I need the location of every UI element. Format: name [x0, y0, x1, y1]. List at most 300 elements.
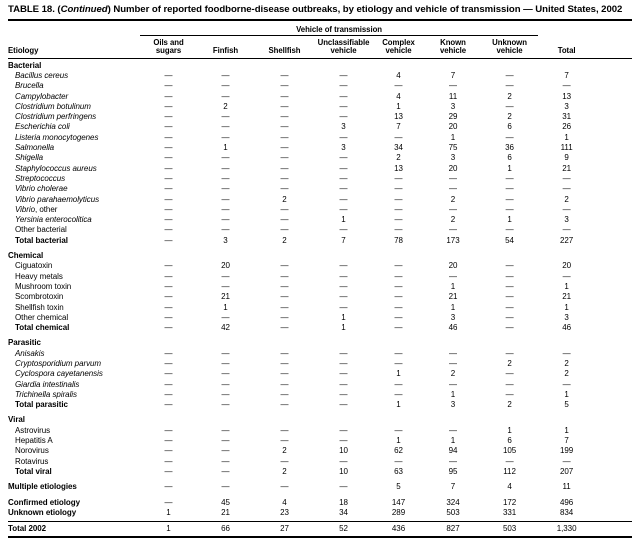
- value-cell: —: [394, 173, 403, 183]
- etiology-label: Mushroom toxin: [15, 281, 72, 291]
- value-cell: —: [280, 389, 289, 399]
- value-cell: —: [164, 425, 173, 435]
- column-header-finfish: Finfish: [197, 35, 254, 58]
- etiology-cell: [8, 390, 140, 400]
- value-cell: —: [221, 122, 230, 132]
- value-cell: 46: [562, 323, 571, 333]
- value-cell: 1: [507, 215, 512, 225]
- value-cell: —: [449, 225, 457, 235]
- value-cell: —: [221, 379, 230, 389]
- etiology-cell: [8, 81, 140, 91]
- value-cell: 10: [339, 446, 348, 456]
- value-cell: 11: [562, 482, 571, 492]
- table-row: [8, 349, 632, 359]
- value-cell: —: [164, 482, 173, 492]
- value-cell: —: [505, 204, 514, 214]
- etiology-cell: [8, 71, 140, 81]
- value-cell: —: [221, 456, 230, 466]
- value-cell: —: [164, 261, 173, 271]
- table-row: [8, 261, 632, 271]
- value-cell: 3: [341, 143, 346, 153]
- etiology-label: Campylobacter: [15, 91, 69, 101]
- etiology-label: Streptococcus: [15, 173, 66, 183]
- value-cell: —: [164, 456, 173, 466]
- row-end-spacer: [595, 359, 632, 369]
- etiology-label: Heavy metals: [15, 271, 63, 281]
- value-cell: —: [221, 446, 230, 456]
- table-title-suffix: ) Number of reported foodborne-disease outbreaks, by etiology and vehicle of transmission — United States, 2002: [107, 4, 623, 15]
- etiology-label: Staphylococcus aureus: [15, 163, 97, 173]
- etiology-cell: [8, 236, 140, 246]
- value-cell: 1: [341, 215, 346, 225]
- etiology-cell: [8, 164, 140, 174]
- row-end-spacer: [595, 508, 632, 518]
- etiology-cell: [8, 153, 140, 163]
- value-cell: —: [280, 225, 289, 235]
- value-cell: 3: [450, 153, 456, 163]
- value-cell: 94: [448, 446, 458, 456]
- value-cell: —: [164, 112, 173, 122]
- row-end-spacer: [595, 92, 632, 102]
- value-cell: —: [164, 70, 173, 80]
- row-end-spacer: [595, 446, 632, 456]
- value-cell: —: [280, 400, 289, 410]
- value-cell: 7: [450, 70, 456, 80]
- value-cell: —: [280, 369, 289, 379]
- value-cell: —: [394, 225, 403, 235]
- etiology-label: Total 2002: [8, 524, 47, 534]
- etiology-cell: [8, 112, 140, 122]
- etiology-cell: [8, 313, 140, 323]
- value-cell: —: [280, 281, 289, 291]
- value-cell: 827: [425, 522, 481, 538]
- table-row: [8, 102, 632, 112]
- value-cell: —: [280, 379, 289, 389]
- table-row: [8, 498, 632, 508]
- value-cell: —: [221, 215, 230, 225]
- value-cell: —: [164, 235, 173, 245]
- table-row: [8, 236, 632, 246]
- value-cell: —: [562, 348, 571, 358]
- column-header-unclassifiable-vehicle: Unclassifiable vehicle: [315, 35, 372, 58]
- value-cell: —: [394, 194, 403, 204]
- etiology-cell: [8, 215, 140, 225]
- row-end-spacer: [595, 457, 632, 467]
- value-cell: —: [339, 81, 348, 91]
- spanner-row: [8, 23, 632, 36]
- value-cell: 3: [450, 101, 456, 111]
- value-cell: 20: [448, 122, 458, 132]
- section-header-row: [8, 58, 632, 71]
- value-cell: 34: [394, 143, 403, 153]
- row-end-spacer: [595, 369, 632, 379]
- table-row: [8, 359, 632, 369]
- row-end-spacer: [595, 164, 632, 174]
- value-cell: 436: [372, 522, 425, 538]
- value-cell: —: [164, 369, 173, 379]
- section-header-row: [8, 338, 632, 348]
- value-cell: —: [280, 112, 289, 122]
- etiology-cell: [8, 498, 140, 508]
- value-cell: 1: [396, 436, 401, 446]
- value-cell: 63: [394, 466, 403, 476]
- value-cell: 2: [450, 369, 456, 379]
- value-cell: —: [339, 70, 348, 80]
- value-cell: 2: [564, 369, 569, 379]
- value-cell: —: [505, 184, 514, 194]
- value-cell: 7: [341, 235, 346, 245]
- value-cell: —: [221, 425, 230, 435]
- value-cell: —: [505, 271, 514, 281]
- table-row: [8, 282, 632, 292]
- table-title-continued: Continued: [60, 4, 108, 15]
- row-end-spacer: [595, 261, 632, 271]
- value-cell: 105: [502, 446, 517, 456]
- value-cell: 324: [446, 497, 460, 507]
- value-cell: —: [339, 153, 348, 163]
- value-cell: —: [394, 132, 403, 142]
- etiology-label: Clostridium botulinum: [15, 101, 91, 111]
- value-cell: —: [280, 312, 289, 322]
- value-cell: —: [505, 456, 514, 466]
- table-row: [8, 400, 632, 410]
- value-cell: —: [394, 323, 403, 333]
- etiology-cell: [8, 133, 140, 143]
- etiology-cell: [8, 303, 140, 313]
- etiology-label: Other chemical: [15, 312, 69, 322]
- value-cell: 36: [505, 143, 514, 153]
- etiology-cell: [8, 457, 140, 467]
- value-cell: 1: [450, 132, 456, 142]
- table-title-prefix: TABLE 18. (: [8, 4, 61, 15]
- value-cell: 1: [507, 425, 512, 435]
- value-cell: —: [221, 153, 230, 163]
- value-cell: 45: [221, 497, 230, 507]
- table-row: [8, 313, 632, 323]
- value-cell: —: [562, 184, 571, 194]
- section-header-row: [8, 251, 632, 261]
- value-cell: —: [221, 173, 230, 183]
- etiology-label: Multiple etiologies: [8, 482, 77, 492]
- column-header-row: [8, 35, 632, 58]
- value-cell: —: [562, 456, 571, 466]
- value-cell: 34: [339, 507, 348, 517]
- value-cell: —: [221, 359, 230, 368]
- value-cell: —: [562, 379, 571, 389]
- etiology-label: Escherichia coli: [15, 122, 70, 132]
- etiology-label: Cyclospora cayetanensis: [15, 369, 103, 379]
- etiology-cell: [8, 482, 140, 492]
- row-end-spacer: [595, 467, 632, 477]
- value-cell: —: [221, 400, 230, 410]
- value-cell: 1: [450, 389, 456, 399]
- section-header-row: [8, 415, 632, 425]
- value-cell: —: [164, 389, 173, 399]
- value-cell: —: [164, 348, 173, 358]
- value-cell: 52: [315, 522, 372, 538]
- table-row: [8, 143, 632, 153]
- etiology-cell: [8, 292, 140, 302]
- value-cell: —: [505, 194, 514, 204]
- value-cell: 13: [394, 163, 403, 173]
- etiology-cell: [8, 508, 140, 518]
- etiology-label: Shellfish toxin: [15, 302, 64, 312]
- value-cell: 4: [396, 70, 401, 80]
- value-cell: —: [505, 101, 514, 111]
- value-cell: 1: [396, 101, 401, 111]
- value-cell: 1: [166, 507, 171, 517]
- value-cell: —: [505, 389, 514, 399]
- spanner-spacer-right: [538, 23, 632, 36]
- etiology-label: Total chemical: [15, 323, 70, 333]
- value-cell: —: [394, 348, 403, 358]
- row-end-spacer: [595, 292, 632, 302]
- value-cell: 3: [223, 235, 228, 245]
- value-cell: —: [394, 302, 403, 312]
- value-cell: 834: [559, 507, 574, 517]
- row-end-spacer: [595, 205, 632, 215]
- value-cell: 2: [450, 194, 456, 204]
- value-cell: —: [505, 132, 514, 142]
- row-end-spacer: [595, 349, 632, 359]
- value-cell: 6: [507, 153, 512, 163]
- value-cell: 199: [559, 446, 574, 456]
- value-cell: —: [221, 70, 230, 80]
- value-cell: —: [394, 184, 403, 194]
- value-cell: 4: [282, 497, 287, 507]
- row-end-spacer: [595, 522, 632, 538]
- section-header-label: Chemical: [8, 251, 44, 261]
- etiology-cell: [8, 446, 140, 456]
- value-cell: 2: [507, 400, 512, 410]
- value-cell: 331: [502, 507, 517, 517]
- value-cell: —: [280, 153, 289, 163]
- value-cell: —: [562, 173, 571, 183]
- value-cell: 147: [391, 497, 406, 507]
- value-cell: 7: [564, 70, 569, 80]
- value-cell: 3: [564, 101, 569, 111]
- value-cell: —: [339, 281, 348, 291]
- value-cell: 6: [507, 122, 512, 132]
- value-cell: —: [339, 173, 348, 183]
- value-cell: —: [394, 359, 403, 368]
- value-cell: —: [280, 215, 289, 225]
- row-end-spacer: [595, 122, 632, 132]
- etiology-cell: [8, 426, 140, 436]
- value-cell: —: [339, 379, 348, 389]
- value-cell: —: [394, 379, 403, 389]
- row-end-spacer: [595, 133, 632, 143]
- etiology-cell: [8, 436, 140, 446]
- value-cell: 23: [280, 507, 289, 517]
- value-cell: 26: [562, 122, 571, 132]
- table-row: [8, 303, 632, 313]
- table-row: [8, 457, 632, 467]
- table-row: [8, 426, 632, 436]
- table-row: [8, 164, 632, 174]
- value-cell: 2: [282, 235, 287, 245]
- value-cell: —: [280, 482, 289, 492]
- row-end-spacer: [595, 380, 632, 390]
- value-cell: —: [505, 281, 514, 291]
- value-cell: —: [164, 184, 173, 194]
- value-cell: 21: [562, 292, 571, 302]
- value-cell: —: [164, 271, 173, 281]
- value-cell: —: [280, 173, 289, 183]
- value-cell: 1: [564, 132, 569, 142]
- etiology-label: Shigella: [15, 153, 44, 163]
- value-cell: 2: [450, 215, 456, 225]
- etiology-label: Salmonella: [15, 143, 55, 153]
- value-cell: —: [505, 292, 514, 302]
- value-cell: 62: [394, 446, 403, 456]
- value-cell: 503: [446, 507, 460, 517]
- value-cell: 2: [564, 359, 569, 368]
- value-cell: —: [280, 359, 289, 368]
- value-cell: 2: [507, 112, 512, 122]
- etiology-cell: [8, 400, 140, 410]
- value-cell: —: [164, 132, 173, 142]
- row-end-spacer: [595, 390, 632, 400]
- etiology-label: Anisakis: [15, 348, 45, 358]
- value-cell: —: [339, 436, 348, 446]
- table-row: [8, 436, 632, 446]
- etiology-label: Total parasitic: [15, 400, 68, 410]
- value-cell: —: [280, 348, 289, 358]
- value-cell: 2: [507, 91, 512, 101]
- value-cell: —: [394, 389, 403, 399]
- table-row: [8, 184, 632, 194]
- table-body: [8, 58, 632, 537]
- value-cell: 31: [562, 112, 571, 122]
- etiology-label: Vibrio: [15, 204, 36, 214]
- table-row: [8, 133, 632, 143]
- value-cell: —: [280, 261, 289, 271]
- etiology-cell: [8, 467, 140, 477]
- value-cell: —: [164, 163, 173, 173]
- table-row: [8, 446, 632, 456]
- value-cell: —: [221, 132, 230, 142]
- value-cell: 503: [481, 522, 538, 538]
- row-end-spacer: [595, 282, 632, 292]
- row-end-spacer: [595, 112, 632, 122]
- value-cell: 95: [448, 466, 458, 476]
- value-cell: 20: [448, 261, 458, 271]
- value-cell: —: [221, 466, 230, 476]
- value-cell: —: [449, 204, 457, 214]
- value-cell: —: [164, 101, 173, 111]
- value-cell: 207: [559, 466, 574, 476]
- table-row: [8, 482, 632, 492]
- value-cell: —: [339, 112, 348, 122]
- value-cell: —: [164, 359, 173, 368]
- value-cell: —: [505, 348, 514, 358]
- value-cell: 289: [391, 507, 406, 517]
- row-end-spacer: [595, 236, 632, 246]
- section-header-label: Viral: [8, 415, 25, 425]
- etiology-cell: [8, 174, 140, 184]
- value-cell: 11: [448, 91, 458, 101]
- table-row: [8, 174, 632, 184]
- value-cell: —: [339, 204, 348, 214]
- value-cell: —: [505, 173, 514, 183]
- value-cell: 112: [503, 466, 516, 476]
- value-cell: 20: [221, 261, 230, 271]
- value-cell: 3: [564, 215, 569, 225]
- table-row: [8, 522, 632, 538]
- value-cell: 1: [140, 522, 197, 538]
- value-cell: —: [164, 225, 173, 235]
- table-row: [8, 390, 632, 400]
- row-end-spacer: [595, 323, 632, 333]
- value-cell: —: [339, 456, 348, 466]
- value-cell: 13: [394, 112, 403, 122]
- value-cell: 46: [448, 323, 458, 333]
- value-cell: —: [164, 194, 173, 204]
- value-cell: —: [221, 163, 230, 173]
- value-cell: 2: [396, 153, 401, 163]
- value-cell: —: [164, 497, 173, 507]
- value-cell: —: [449, 456, 457, 466]
- etiology-cell: [8, 261, 140, 271]
- row-end-spacer: [595, 498, 632, 508]
- etiology-label: Cryptosporidium parvum: [15, 359, 102, 368]
- value-cell: —: [505, 369, 514, 379]
- value-cell: —: [164, 323, 173, 333]
- value-cell: 9: [564, 153, 569, 163]
- value-cell: —: [339, 261, 348, 271]
- value-cell: —: [280, 91, 289, 101]
- etiology-label: Unknown etiology: [8, 507, 77, 517]
- table-row: [8, 81, 632, 91]
- value-cell: —: [449, 379, 457, 389]
- etiology-cell: [8, 380, 140, 390]
- value-cell: 21: [448, 292, 458, 302]
- value-cell: 20: [562, 261, 571, 271]
- value-cell: —: [339, 271, 348, 281]
- value-cell: —: [505, 302, 514, 312]
- value-cell: —: [339, 389, 348, 399]
- value-cell: 4: [396, 91, 401, 101]
- value-cell: —: [221, 281, 230, 291]
- etiology-cell: [8, 369, 140, 379]
- value-cell: —: [164, 312, 173, 322]
- value-cell: 2: [282, 446, 287, 456]
- value-cell: 20: [448, 163, 458, 173]
- value-cell: —: [339, 482, 348, 492]
- value-cell: —: [449, 348, 457, 358]
- value-cell: —: [164, 400, 173, 410]
- value-cell: —: [505, 81, 514, 91]
- value-cell: —: [221, 225, 230, 235]
- value-cell: 6: [507, 436, 512, 446]
- table-header: [8, 23, 632, 59]
- etiology-label: Vibrio parahaemolyticus: [15, 194, 100, 204]
- value-cell: 21: [221, 292, 230, 302]
- etiology-label: Hepatitis A: [15, 436, 53, 446]
- value-cell: —: [339, 369, 348, 379]
- etiology-cell: [8, 282, 140, 292]
- value-cell: —: [280, 132, 289, 142]
- value-cell: —: [339, 292, 348, 302]
- etiology-label: Rotavirus: [15, 456, 49, 466]
- value-cell: 1: [223, 143, 228, 153]
- value-cell: —: [164, 466, 173, 476]
- value-cell: —: [164, 143, 173, 153]
- column-header-etiology: [8, 35, 140, 58]
- value-cell: —: [164, 81, 173, 91]
- value-cell: 13: [562, 91, 571, 101]
